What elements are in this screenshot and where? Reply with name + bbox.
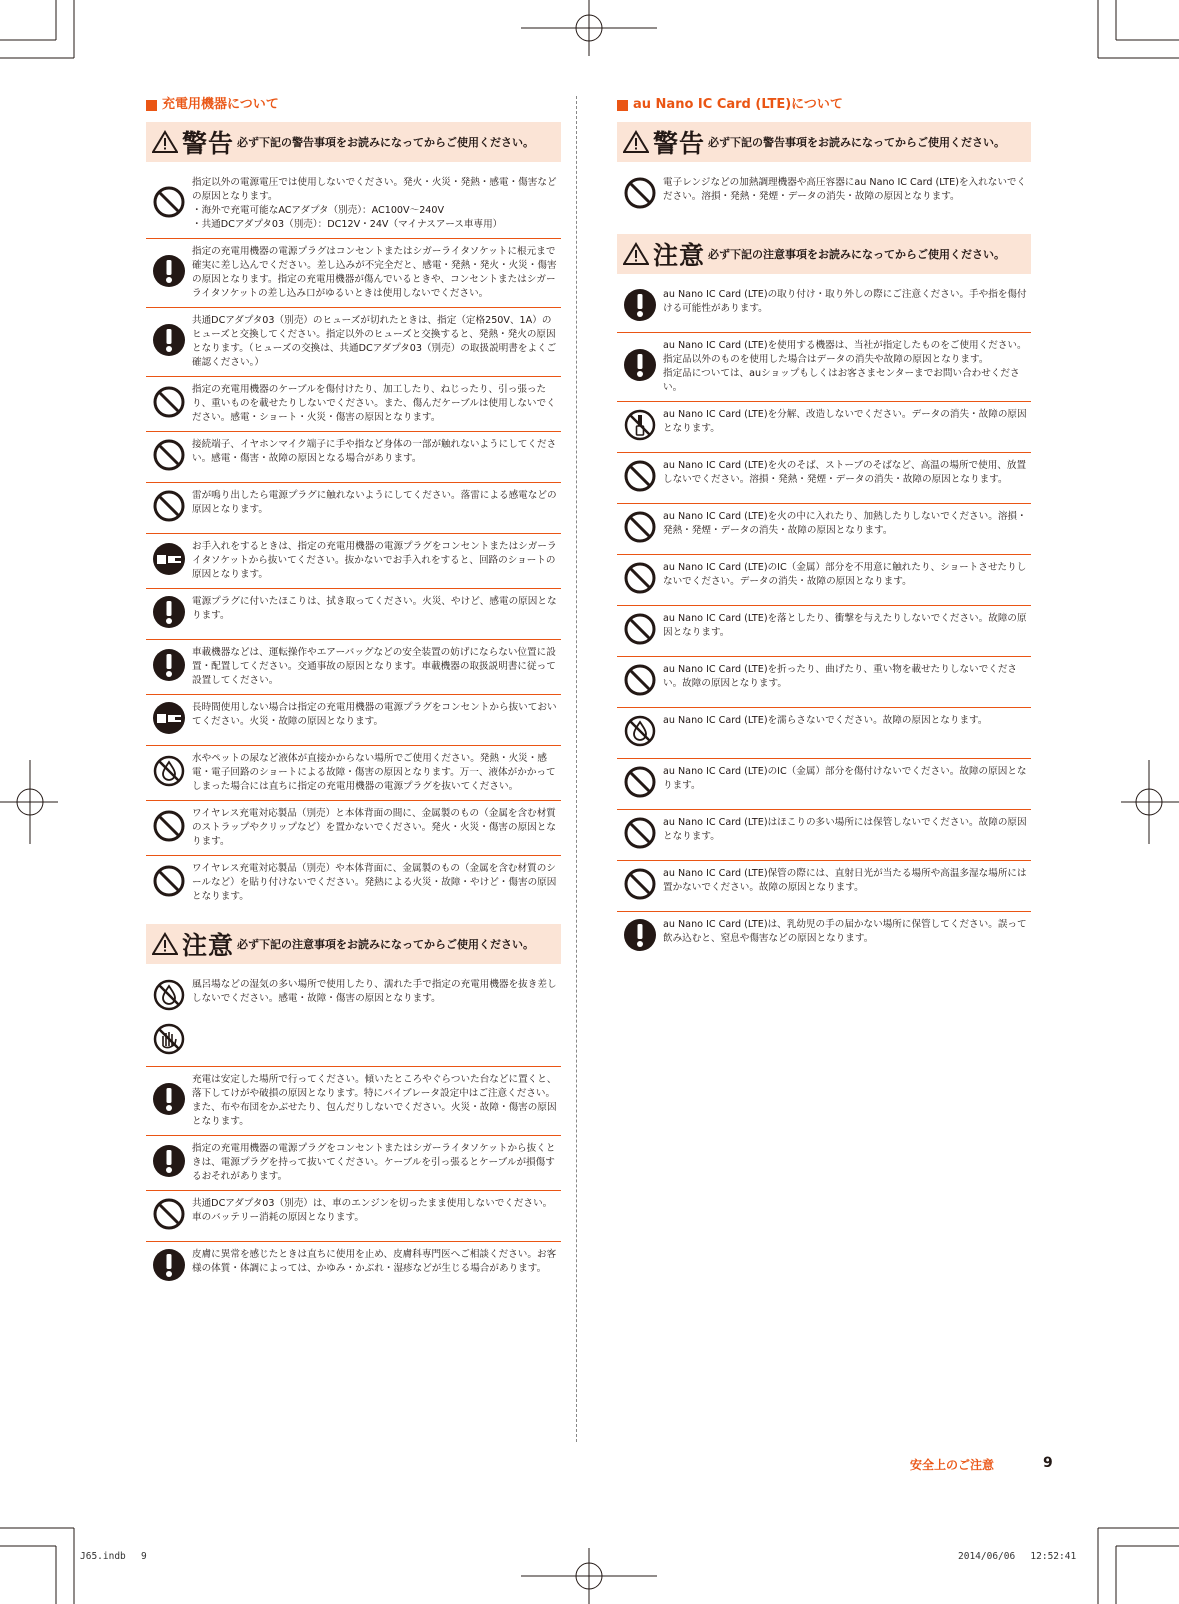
list-item bbox=[617, 759, 1031, 810]
list-item bbox=[617, 606, 1031, 657]
list-item bbox=[146, 695, 561, 746]
list-item bbox=[146, 640, 561, 695]
list-item bbox=[146, 239, 561, 308]
item-icons bbox=[617, 714, 663, 752]
list-item bbox=[146, 1136, 561, 1191]
item-icons bbox=[146, 701, 192, 739]
item-icons bbox=[146, 646, 192, 688]
item-text bbox=[192, 438, 561, 476]
slug-file: J65.indb 9 bbox=[80, 1551, 147, 1562]
item-text-line: 車載機器などは、運転操作やエアーバッグなどの安全装置の妨げにならない位置に設置・配置してください。交通事故の原因となります。車載機器の取扱説明書に従って設置してください。 bbox=[192, 647, 556, 686]
item-text bbox=[663, 510, 1031, 548]
item-icons bbox=[617, 918, 663, 956]
section-title-text: 充電用機器について bbox=[162, 97, 279, 112]
item-text bbox=[663, 408, 1031, 446]
item-text bbox=[663, 714, 1031, 752]
list-item bbox=[146, 170, 561, 239]
prohibited-icon bbox=[152, 185, 186, 223]
slug-datetime: 2014/06/06 12:52:41 bbox=[958, 1551, 1077, 1562]
item-text bbox=[192, 383, 561, 425]
item-text bbox=[192, 646, 561, 688]
list-item bbox=[146, 1242, 561, 1292]
warning-triangle-icon bbox=[152, 932, 178, 956]
item-text-line: ワイヤレス充電対応製品（別売）と本体背面の間に、金属製のもの（金属を含む材質のストラップやクリップなど）を置かないでください。発火・火災・傷害の原因となります。 bbox=[192, 808, 556, 847]
item-text bbox=[663, 288, 1031, 326]
prohibited-icon bbox=[623, 867, 657, 905]
item-text bbox=[192, 314, 561, 370]
item-text-line: 充電は安定した場所で行ってください。傾いたところやぐらついた台などに置くと、落下してけがや破損の原因となります。特にバイブレータ設定中はご注意ください。また、布や布団をかぶせたり、包んだりしないでください。火災・故障・傷害の原因となります。 bbox=[192, 1074, 557, 1127]
list-item bbox=[617, 170, 1031, 220]
item-icons bbox=[146, 1073, 192, 1129]
prohibited-icon bbox=[152, 385, 186, 423]
item-text bbox=[663, 339, 1031, 395]
item-text bbox=[192, 1142, 561, 1184]
prohibited-icon bbox=[623, 459, 657, 497]
item-text-line: au Nano IC Card (LTE)は、乳幼児の手の届かない場所に保管してください。誤って飲み込むと、窒息や傷害などの原因となります。 bbox=[663, 919, 1027, 944]
mandatory-icon bbox=[623, 288, 657, 326]
item-text bbox=[192, 701, 561, 739]
list-item bbox=[146, 308, 561, 377]
item-text-line: 指定の充電用機器の電源プラグをコンセントまたはシガーライタソケットから抜くときは、電源プラグを持って抜いてください。ケーブルを引っ張るとケーブルが損傷するおそれがあります。 bbox=[192, 1143, 556, 1182]
unplug-icon bbox=[152, 701, 186, 739]
item-icons bbox=[617, 288, 663, 326]
mandatory-icon bbox=[152, 254, 186, 292]
item-text-line: ・共通DCアダプタ03（別売）：DC12V・24V（マイナスアース車専用） bbox=[192, 219, 503, 230]
item-text-line: ・海外で充電可能なACアダプタ（別売）：AC100V〜240V bbox=[192, 205, 445, 216]
section-square-icon bbox=[146, 100, 157, 111]
item-text-line: ワイヤレス充電対応製品（別売）や本体背面に、金属製のもの（金属を含む材質のシールなど）を貼り付けないでください。発熱による火災・故障・やけど・傷害の原因となります。 bbox=[192, 863, 557, 902]
item-icons bbox=[146, 245, 192, 301]
item-text bbox=[192, 1073, 561, 1129]
item-text-line: お手入れをするときは、指定の充電用機器の電源プラグをコンセントまたはシガーライタソケットから抜いてください。抜かないでお手入れをすると、回路のショートの原因となります。 bbox=[192, 541, 557, 580]
item-text-line: 水やペットの尿など液体が直接かからない場所でご使用ください。発熱・火災・感電・電子回路のショートによる故障・傷害の原因となります。万一、液体がかかってしまった場合には直ちに指定の充電用機器の電源プラグを抜いてください。 bbox=[192, 753, 556, 792]
item-text-line: 指定の充電用機器のケーブルを傷付けたり、加工したり、ねじったり、引っ張ったり、重いものを載せたりしないでください。また、傷んだケーブルは使用しないでください。感電・ショート・火災・傷害の原因となります。 bbox=[192, 384, 556, 423]
item-text bbox=[192, 595, 561, 633]
item-text-line: 共通DCアダプタ03（別売）のヒューズが切れたときは、指定（定格250V、1A）のヒューズと交換してください。指定以外のヒューズと交換すると、発熱・発火の原因となります。（ヒューズの交換は、共通DCアダプタ03（別売）の取扱説明書をよくご確認ください。） bbox=[192, 315, 557, 368]
item-text-line: 雷が鳴り出したら電源プラグに触れないようにしてください。落雷による感電などの原因となります。 bbox=[192, 490, 557, 515]
item-icons bbox=[146, 176, 192, 232]
item-text bbox=[663, 918, 1031, 956]
list-item bbox=[617, 657, 1031, 708]
item-text bbox=[663, 816, 1031, 854]
prohibited-icon bbox=[152, 438, 186, 476]
item-text bbox=[192, 1197, 561, 1235]
item-text bbox=[663, 765, 1031, 803]
no-water-icon bbox=[152, 754, 186, 792]
item-icons bbox=[617, 510, 663, 548]
prohibited-icon bbox=[623, 816, 657, 854]
list-item bbox=[617, 504, 1031, 555]
prohibited-icon bbox=[623, 176, 657, 214]
no-disassembly-icon bbox=[623, 408, 657, 446]
item-icons bbox=[146, 862, 192, 904]
column-divider bbox=[576, 96, 577, 1442]
no-water-icon bbox=[623, 714, 657, 752]
item-text-line: 風呂場などの湿気の多い場所で使用したり、濡れた手で指定の充電用機器を抜き差ししないでください。感電・故障・傷害の原因となります。 bbox=[192, 979, 557, 1004]
item-text-line: 指定以外の電源電圧では使用しないでください。発火・火災・発熱・感電・傷害などの原因となります。 bbox=[192, 177, 557, 202]
mandatory-icon bbox=[623, 348, 657, 386]
prohibited-icon bbox=[623, 612, 657, 650]
mandatory-icon bbox=[152, 1082, 186, 1120]
list-item bbox=[617, 861, 1031, 912]
list-item bbox=[146, 1067, 561, 1136]
prohibited-icon bbox=[623, 765, 657, 803]
item-text bbox=[192, 862, 561, 904]
caution-items bbox=[146, 972, 561, 1292]
warning-header bbox=[617, 122, 1031, 162]
list-item bbox=[146, 1191, 561, 1242]
item-icons bbox=[617, 612, 663, 650]
item-icons bbox=[146, 489, 192, 527]
item-icons bbox=[146, 595, 192, 633]
item-text-line: 共通DCアダプタ03（別売）は、車のエンジンを切ったまま使用しないでください。車のバッテリー消耗の原因となります。 bbox=[192, 1198, 553, 1223]
item-text-line: au Nano IC Card (LTE)を濡らさないでください。故障の原因となります。 bbox=[663, 715, 988, 726]
list-item bbox=[146, 589, 561, 640]
prohibited-icon bbox=[623, 561, 657, 599]
item-icons bbox=[146, 1248, 192, 1286]
item-text-line: au Nano IC Card (LTE)保管の際には、直射日光が当たる場所や高温多湿な場所には置かないでください。故障の原因となります。 bbox=[663, 868, 1027, 893]
item-icons bbox=[146, 978, 192, 1060]
caution-header-text: 必ず下記の注意事項をお読みになってからご使用ください。 bbox=[237, 937, 534, 951]
list-item bbox=[146, 856, 561, 910]
mandatory-icon bbox=[152, 648, 186, 686]
item-text-line: au Nano IC Card (LTE)を火の中に入れたり、加熱したりしないでください。溶損・発熱・発煙・データの消失・故障の原因となります。 bbox=[663, 511, 1027, 536]
prohibited-icon bbox=[152, 809, 186, 847]
list-item bbox=[617, 555, 1031, 606]
warning-label: 警告 bbox=[182, 129, 235, 158]
item-text bbox=[663, 459, 1031, 497]
no-wet-hands-icon bbox=[152, 1022, 186, 1060]
warning-label: 警告 bbox=[653, 129, 706, 158]
left-column bbox=[146, 96, 561, 1292]
no-water-icon bbox=[152, 978, 186, 1016]
item-icons bbox=[617, 459, 663, 497]
item-text-line: au Nano IC Card (LTE)の取り付け・取り外しの際にご注意ください。手や指を傷付ける可能性があります。 bbox=[663, 289, 1027, 314]
item-text bbox=[663, 663, 1031, 701]
item-text-line: au Nano IC Card (LTE)のIC（金属）部分を傷付けないでください。故障の原因となります。 bbox=[663, 766, 1027, 791]
caution-label: 注意 bbox=[182, 931, 235, 960]
caution-header-text: 必ず下記の注意事項をお読みになってからご使用ください。 bbox=[708, 247, 1005, 261]
item-text bbox=[192, 1248, 561, 1286]
warning-triangle-icon bbox=[152, 130, 178, 154]
item-icons bbox=[146, 1142, 192, 1184]
mandatory-icon bbox=[152, 595, 186, 633]
item-icons bbox=[146, 752, 192, 794]
item-icons bbox=[146, 1197, 192, 1235]
item-text bbox=[192, 245, 561, 301]
item-icons bbox=[146, 540, 192, 582]
mandatory-icon bbox=[623, 918, 657, 956]
item-text-line: 指定の充電用機器の電源プラグはコンセントまたはシガーライタソケットに根元まで確実に差し込んでください。差し込みが不完全だと、感電・発熱・発火・火災・傷害の原因となります。指定の充電用機器が傷んでいるときや、コンセントまたはシガーライタソケットの差し込み口がゆるいときは使用しないでください。 bbox=[192, 246, 557, 299]
prohibited-icon bbox=[152, 489, 186, 527]
item-text bbox=[663, 176, 1031, 214]
item-text-line: au Nano IC Card (LTE)を分解、改造しないでください。データの消失・故障の原因となります。 bbox=[663, 409, 1027, 434]
section-title-text: au Nano IC Card (LTE)について bbox=[633, 97, 843, 112]
item-text-line: 電子レンジなどの加熱調理機器や高圧容器にau Nano IC Card (LTE)を入れないでください。溶損・発熱・発煙・データの消失・故障の原因となります。 bbox=[663, 177, 1027, 202]
item-text-line: au Nano IC Card (LTE)を使用する機器は、当社が指定したものをご使用ください。指定品以外のものを使用した場合はデータの消失や故障の原因となります。 bbox=[663, 340, 1027, 365]
prohibited-icon bbox=[623, 663, 657, 701]
warning-triangle-icon bbox=[623, 130, 649, 154]
item-icons bbox=[617, 765, 663, 803]
page-number: 9 bbox=[1043, 1455, 1053, 1471]
mandatory-icon bbox=[152, 323, 186, 361]
item-text-line: au Nano IC Card (LTE)を落としたり、衝撃を与えたりしないでください。故障の原因となります。 bbox=[663, 613, 1027, 638]
item-icons bbox=[146, 807, 192, 849]
list-item bbox=[617, 810, 1031, 861]
item-icons bbox=[617, 867, 663, 905]
list-item bbox=[617, 453, 1031, 504]
caution-items bbox=[617, 282, 1031, 962]
item-text bbox=[192, 807, 561, 849]
list-item bbox=[146, 377, 561, 432]
item-text bbox=[192, 752, 561, 794]
prohibited-icon bbox=[152, 864, 186, 902]
list-item bbox=[146, 432, 561, 483]
item-icons bbox=[617, 339, 663, 395]
item-text bbox=[663, 612, 1031, 650]
list-item bbox=[146, 534, 561, 589]
item-icons bbox=[146, 314, 192, 370]
list-item bbox=[617, 912, 1031, 962]
item-icons bbox=[617, 663, 663, 701]
item-text-line: au Nano IC Card (LTE)はほこりの多い場所には保管しないでください。故障の原因となります。 bbox=[663, 817, 1027, 842]
list-item bbox=[146, 483, 561, 534]
item-text bbox=[663, 867, 1031, 905]
prohibited-icon bbox=[623, 510, 657, 548]
list-item bbox=[617, 333, 1031, 402]
footer-section-label: 安全上のご注意 bbox=[910, 1458, 995, 1472]
item-text bbox=[192, 540, 561, 582]
right-column bbox=[617, 96, 1031, 962]
warning-header-text: 必ず下記の警告事項をお読みになってからご使用ください。 bbox=[708, 135, 1005, 149]
item-text-line: 接続端子、イヤホンマイク端子に手や指など身体の一部が触れないようにしてください。感電・傷害・故障の原因となる場合があります。 bbox=[192, 439, 557, 464]
caution-header bbox=[146, 924, 561, 964]
item-text bbox=[663, 561, 1031, 599]
item-text-line: au Nano IC Card (LTE)を火のそば、ストーブのそばなど、高温の場所で使用、放置しないでください。溶損・発熱・発煙・データの消失・故障の原因となります。 bbox=[663, 460, 1027, 485]
warning-triangle-icon bbox=[623, 242, 649, 266]
item-text-line: 長時間使用しない場合は指定の充電用機器の電源プラグをコンセントから抜いておいてください。火災・故障の原因となります。 bbox=[192, 702, 557, 727]
item-text-line: 電源プラグに付いたほこりは、拭き取ってください。火災、やけど、感電の原因となります。 bbox=[192, 596, 557, 621]
warning-items bbox=[617, 170, 1031, 220]
item-text-line: au Nano IC Card (LTE)のIC（金属）部分を不用意に触れたり、ショートさせたりしないでください。データの消失・故障の原因となります。 bbox=[663, 562, 1027, 587]
item-icons bbox=[617, 408, 663, 446]
item-icons bbox=[617, 561, 663, 599]
section-square-icon bbox=[617, 100, 628, 111]
mandatory-icon bbox=[152, 1144, 186, 1182]
item-icons bbox=[617, 816, 663, 854]
item-text bbox=[192, 978, 561, 1060]
warning-header bbox=[146, 122, 561, 162]
caution-label: 注意 bbox=[653, 241, 706, 270]
unplug-icon bbox=[152, 542, 186, 580]
item-icons bbox=[146, 438, 192, 476]
list-item bbox=[617, 282, 1031, 333]
prohibited-icon bbox=[152, 1197, 186, 1235]
section-title-ic-card bbox=[617, 96, 1031, 114]
caution-header bbox=[617, 234, 1031, 274]
item-text-line: au Nano IC Card (LTE)を折ったり、曲げたり、重い物を載せたりしないでください。故障の原因となります。 bbox=[663, 664, 1018, 689]
list-item bbox=[146, 801, 561, 856]
item-text-line: 皮膚に異常を感じたときは直ちに使用を止め、皮膚科専門医へご相談ください。お客様の体質・体調によっては、かゆみ・かぶれ・湿疹などが生じる場合があります。 bbox=[192, 1249, 557, 1274]
warning-items bbox=[146, 170, 561, 910]
mandatory-icon bbox=[152, 1248, 186, 1286]
item-icons bbox=[146, 383, 192, 425]
warning-header-text: 必ず下記の警告事項をお読みになってからご使用ください。 bbox=[237, 135, 534, 149]
list-item bbox=[617, 402, 1031, 453]
item-icons bbox=[617, 176, 663, 214]
section-title-charger bbox=[146, 96, 561, 114]
list-item bbox=[617, 708, 1031, 759]
item-text bbox=[192, 176, 561, 232]
item-text bbox=[192, 489, 561, 527]
item-text-line: 指定品については、auショップもしくはお客さまセンターまでお問い合わせください。 bbox=[663, 368, 1020, 393]
list-item bbox=[146, 746, 561, 801]
list-item bbox=[146, 972, 561, 1067]
